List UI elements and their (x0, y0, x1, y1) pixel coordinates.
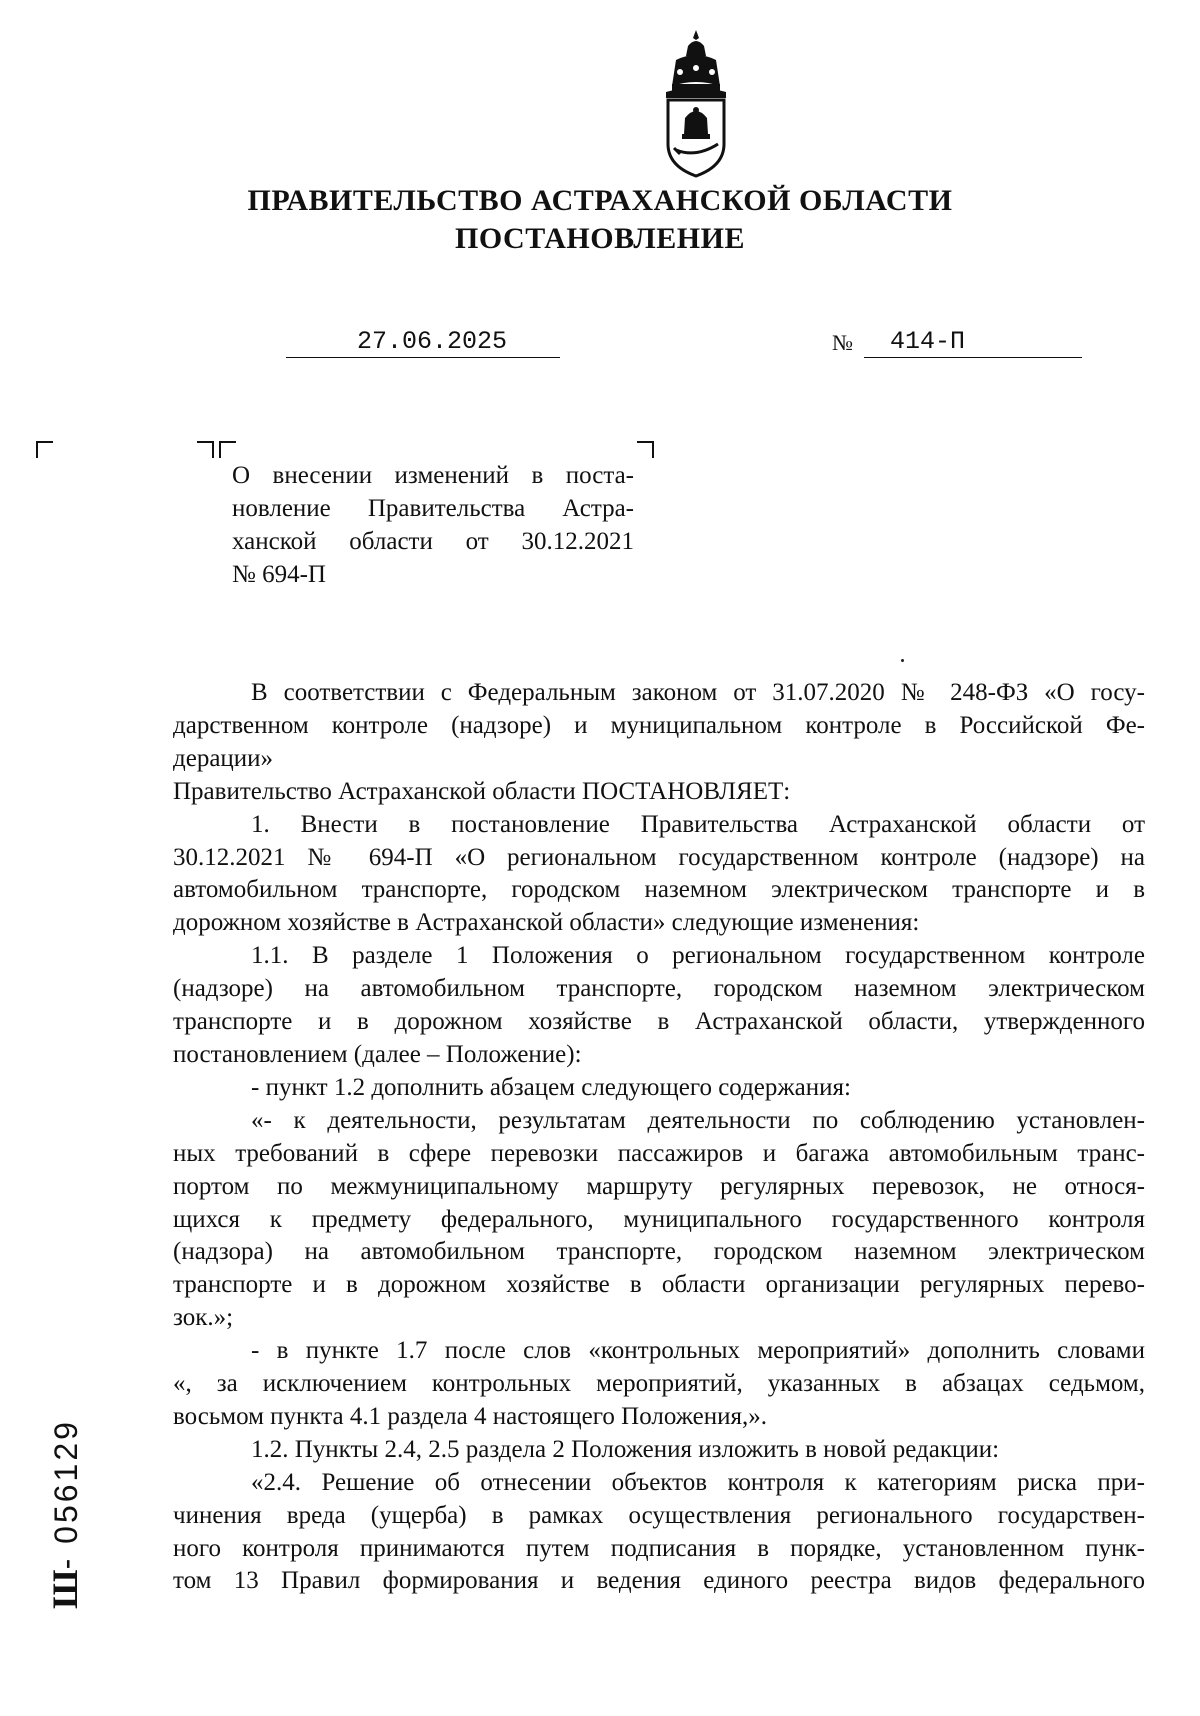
document-subject (232, 459, 634, 591)
body-line: «2.4. Решение об отнесении объектов контроля к категориям риска при- (251, 1468, 1145, 1496)
corner-mark (197, 441, 214, 458)
serial-number-text (44, 1419, 86, 1609)
body-line: (надзора) на автомобильном транспорте, городском наземном электрическом (173, 1238, 1145, 1266)
scan-dot (901, 659, 904, 662)
body-line: транспорте и в дорожном хозяйстве в области организации регулярных перево- (173, 1271, 1145, 1299)
body-line: В соответствии с Федеральным законом от 31.07.2020 № 248-ФЗ «О госу- (251, 679, 1145, 706)
serial-number: - 056129 (48, 1419, 84, 1570)
document-date: 27.06.2025 (356, 327, 508, 356)
number-sign: № (832, 330, 853, 355)
serial-number-stamp (42, 1384, 88, 1644)
number-field (864, 327, 1082, 358)
body-line: 1. Внести в постановление Правительства Астраханской области от (251, 810, 1145, 838)
body-line: 1.2. Пункты 2.4, 2.5 раздела 2 Положения изложить в новой редакции: (251, 1435, 1000, 1463)
body-line: автомобильном транспорте, городском наземном электрическом транспорте и в (173, 876, 1145, 904)
body-line: - пункт 1.2 дополнить абзацем следующего содержания: (251, 1073, 851, 1101)
body-line: ного контроля принимаются путем подписания в порядке, установленном пунк- (173, 1534, 1145, 1562)
serial-prefix: Ш (45, 1569, 85, 1609)
body-line: Правительство Астраханской области ПОСТАНОВЛЯЕТ: (173, 777, 791, 805)
body-line: транспорте и в дорожном хозяйстве в Астраханской области, утвержденного (173, 1008, 1145, 1036)
body-line: щихся к предмету федерального, муниципального государственного контроля (173, 1205, 1145, 1233)
body-line: дорожном хозяйстве в Астраханской области» следующие изменения: (173, 909, 920, 937)
corner-mark (219, 441, 236, 458)
body-line: восьмом пункта 4.1 раздела 4 настоящего Положения,». (173, 1402, 768, 1430)
subject-line: О внесении изменений в поста- (232, 462, 634, 489)
body-line: «- к деятельности, результатам деятельности по соблюдению установлен- (251, 1106, 1145, 1134)
organization-title: ПРАВИТЕЛЬСТВО АСТРАХАНСКОЙ ОБЛАСТИ (247, 184, 953, 217)
corner-mark (36, 441, 53, 458)
body-line: - в пункте 1.7 после слов «контрольных мероприятий» дополнить словами (251, 1337, 1145, 1365)
subject-line: новление Правительства Астра- (232, 495, 634, 522)
body-line: постановлением (далее – Положение): (173, 1040, 582, 1068)
body-line: том 13 Правил формирования и ведения единого реестра видов федерального (173, 1567, 1145, 1595)
body-line: (надзоре) на автомобильном транспорте, городском наземном электрическом (173, 975, 1145, 1003)
subject-line: № 694-П (232, 561, 326, 588)
body-line: зок.»; (173, 1304, 234, 1332)
document-type: ПОСТАНОВЛЕНИЕ (455, 222, 745, 255)
document-body (173, 677, 1145, 1598)
subject-line: ханской области от 30.12.2021 (232, 528, 634, 555)
date-field (286, 327, 560, 358)
coat-of-arms-emblem (636, 26, 756, 184)
body-line: портом по межмуниципальному маршруту регулярных перевозок, не относя- (173, 1172, 1145, 1200)
body-line: дерации» (173, 744, 274, 772)
body-line: 30.12.2021 № 694-П «О региональном государственном контроле (надзоре) на (173, 843, 1145, 871)
body-line: 1.1. В разделе 1 Положения о региональном государственном контроле (251, 942, 1145, 970)
body-line: дарственном контроле (надзоре) и муниципальном контроле в Российской Фе- (173, 711, 1145, 739)
body-line: ных требований в сфере перевозки пассажиров и багажа автомобильным транс- (173, 1139, 1145, 1167)
body-line: «, за исключением контрольных мероприятий, указанных в абзацах седьмом, (173, 1370, 1145, 1398)
corner-mark (637, 441, 654, 458)
body-line: чинения вреда (ущерба) в рамках осуществления регионального государствен- (173, 1501, 1145, 1529)
document-number: 414-П (890, 327, 966, 356)
